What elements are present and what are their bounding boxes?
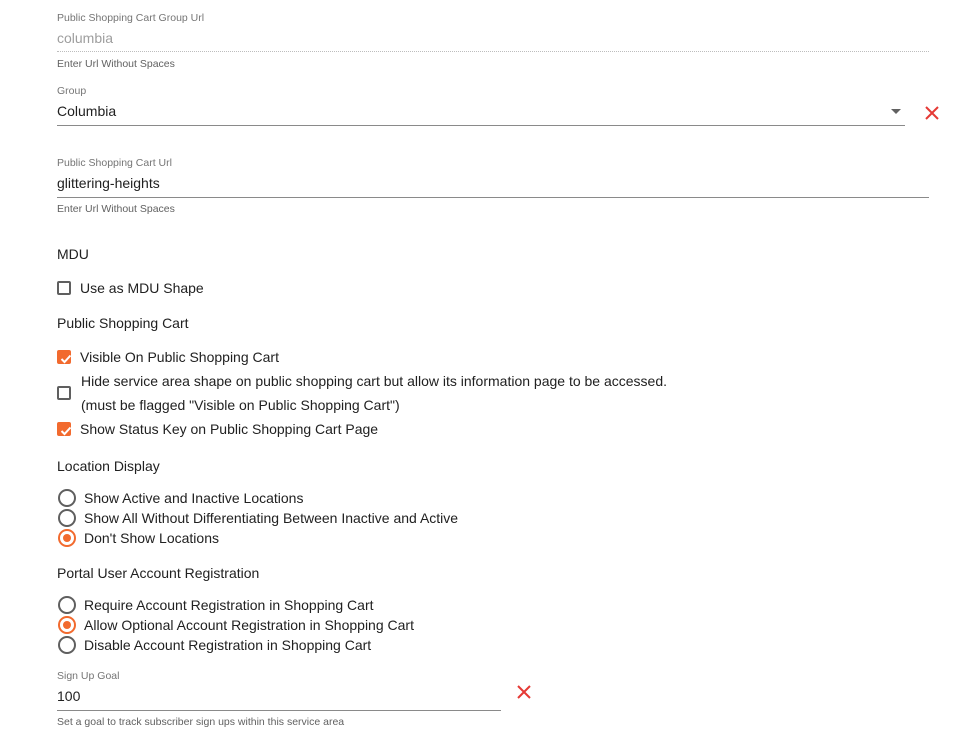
radio-icon [58,509,76,527]
checkbox-checked-icon [57,422,71,436]
mdu-heading: MDU [57,246,89,262]
checkbox-checked-icon [57,350,71,364]
status-key-label: Show Status Key on Public Shopping Cart Page [80,421,379,437]
registration-option-label: Allow Optional Account Registration in Shopping Cart [84,617,414,633]
group-url-underline [57,51,929,52]
group-select-value: Columbia [57,103,117,119]
signup-goal-underline [57,710,501,711]
group-label: Group [57,85,87,97]
group-url-hint: Enter Url Without Spaces [57,58,175,70]
cart-url-label: Public Shopping Cart Url [57,157,172,169]
location-option-radio[interactable] [58,529,219,547]
location-option-radio[interactable] [58,509,458,527]
hide-shape-label-line1: Hide service area shape on public shopping cart but allow its information page to be accessed. [81,373,668,389]
clear-signup-goal-icon[interactable] [516,684,532,700]
visible-on-cart-label: Visible On Public Shopping Cart [80,349,279,365]
group-url-label: Public Shopping Cart Group Url [57,12,205,24]
signup-goal-input[interactable]: 100 [57,688,81,704]
radio-selected-icon [58,529,76,547]
location-option-label: Don't Show Locations [84,530,219,546]
checkbox-icon [57,386,71,400]
clear-group-icon[interactable] [924,105,940,121]
location-option-label: Show All Without Differentiating Between Inactive and Active [84,510,459,526]
signup-goal-label: Sign Up Goal [57,670,120,682]
group-underline [57,125,905,126]
radio-icon [58,636,76,654]
registration-option-radio[interactable] [58,636,371,654]
hide-shape-checkbox[interactable] [57,386,71,400]
registration-option-radio[interactable] [58,616,414,634]
cart-url-hint: Enter Url Without Spaces [57,203,175,215]
hide-shape-label-line2: (must be flagged "Visible on Public Shopping Cart") [81,397,400,413]
mdu-shape-checkbox[interactable] [57,280,204,296]
location-option-label: Show Active and Inactive Locations [84,490,304,506]
radio-icon [58,489,76,507]
public-cart-heading: Public Shopping Cart [57,315,189,331]
location-display-heading: Location Display [57,458,160,474]
radio-selected-icon [58,616,76,634]
group-select[interactable] [57,103,905,125]
registration-option-label: Require Account Registration in Shopping Cart [84,597,374,613]
group-url-input: columbia [57,30,114,46]
registration-option-label: Disable Account Registration in Shopping Cart [84,637,372,653]
status-key-checkbox[interactable] [57,421,378,437]
chevron-down-icon [891,109,901,114]
cart-url-underline [57,197,929,198]
mdu-shape-label: Use as MDU Shape [80,280,204,296]
radio-icon [58,596,76,614]
registration-option-radio[interactable] [58,596,374,614]
visible-on-cart-checkbox[interactable] [57,349,279,365]
registration-heading: Portal User Account Registration [57,565,260,581]
cart-url-input[interactable]: glittering-heights [57,175,160,191]
signup-goal-hint: Set a goal to track subscriber sign ups within this service area [57,716,345,728]
location-option-radio[interactable] [58,489,303,507]
checkbox-icon [57,281,71,295]
